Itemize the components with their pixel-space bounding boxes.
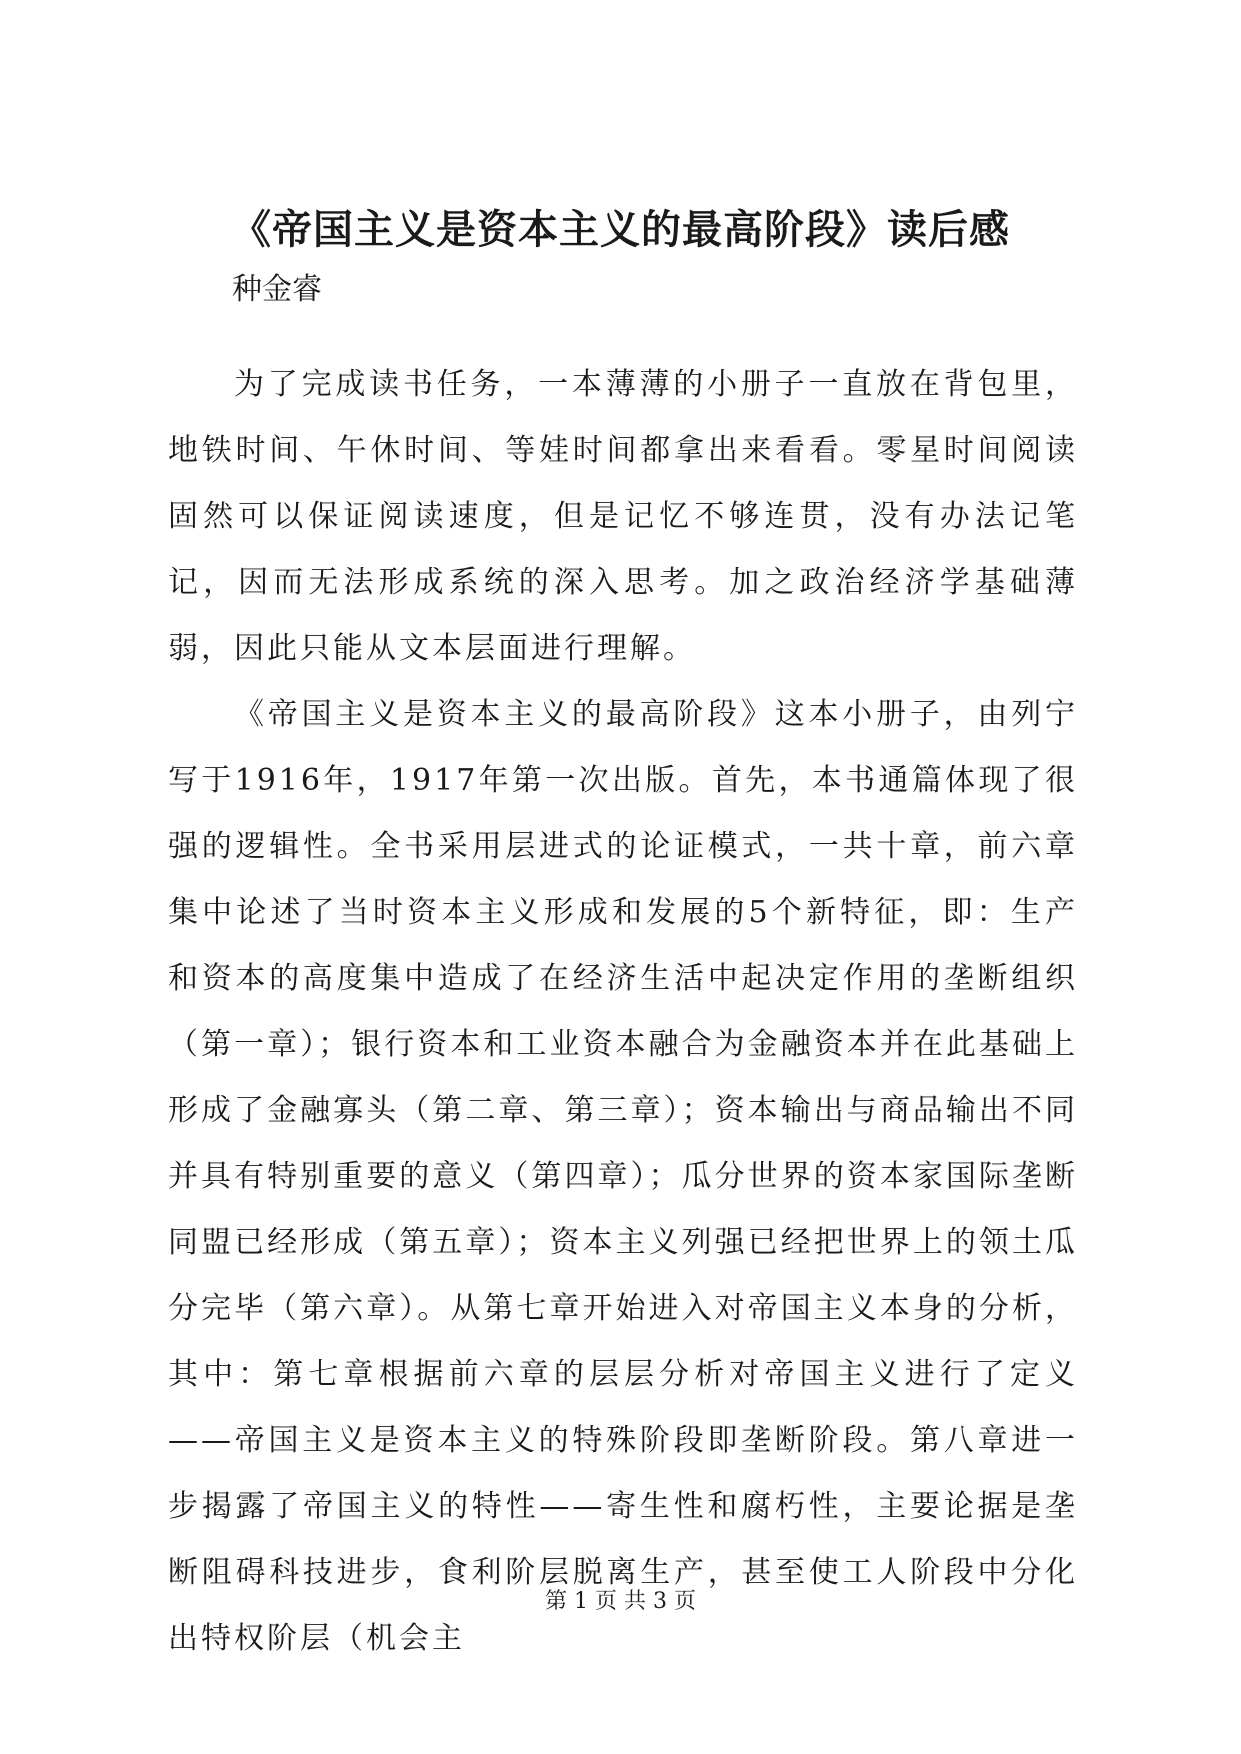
paragraph: 为了完成读书任务，一本薄薄的小册子一直放在背包里，地铁时间、午休时间、等娃时间都拿出来看看。零星时间阅读固然可以保证阅读速度，但是记忆不够连贯，没有办法记笔记，因而无法形成系统的深入思考。加之政治经济学基础薄弱，因此只能从文本层面进行理解。: [168, 367, 1078, 666]
document-body: [168, 352, 1078, 1672]
document-title: 《帝国主义是资本主义的最高阶段》读后感: [231, 206, 1010, 253]
page-footer: 第 1 页 共 3 页: [545, 1589, 696, 1614]
paragraph: 《帝国主义是资本主义的最高阶段》这本小册子，由列宁写于1916年，1917年第一次出版。首先，本书通篇体现了很强的逻辑性。全书采用层进式的论证模式，一共十章，前六章集中论述了当时资本主义形成和发展的5个新特征，即：生产和资本的高度集中造成了在经济生活中起决定作用的垄断组织（第一章）；银行资本和工业资本融合为金融资本并在此基础上形成了金融寡头（第二章、第三章）；资本输出与商品输出不同并具有特别重要的意义（第四章）；瓜分世界的资本家国际垄断同盟已经形成（第五章）；资本主义列强已经把世界上的领土瓜分完毕（第六章）。从第七章开始进入对帝国主义本身的分析，其中：第七章根据前六章的层层分析对帝国主义进行了定义——帝国主义是资本主义的特殊阶段即垄断阶段。第八章进一步揭露了帝国主义的特性——寄生性和腐朽性，主要论据是垄断阻碍科技进步，食利阶层脱离生产，甚至使工人阶段中分化出特权阶层（机会主: [168, 697, 1078, 1656]
author-name: 种金睿: [232, 272, 322, 307]
